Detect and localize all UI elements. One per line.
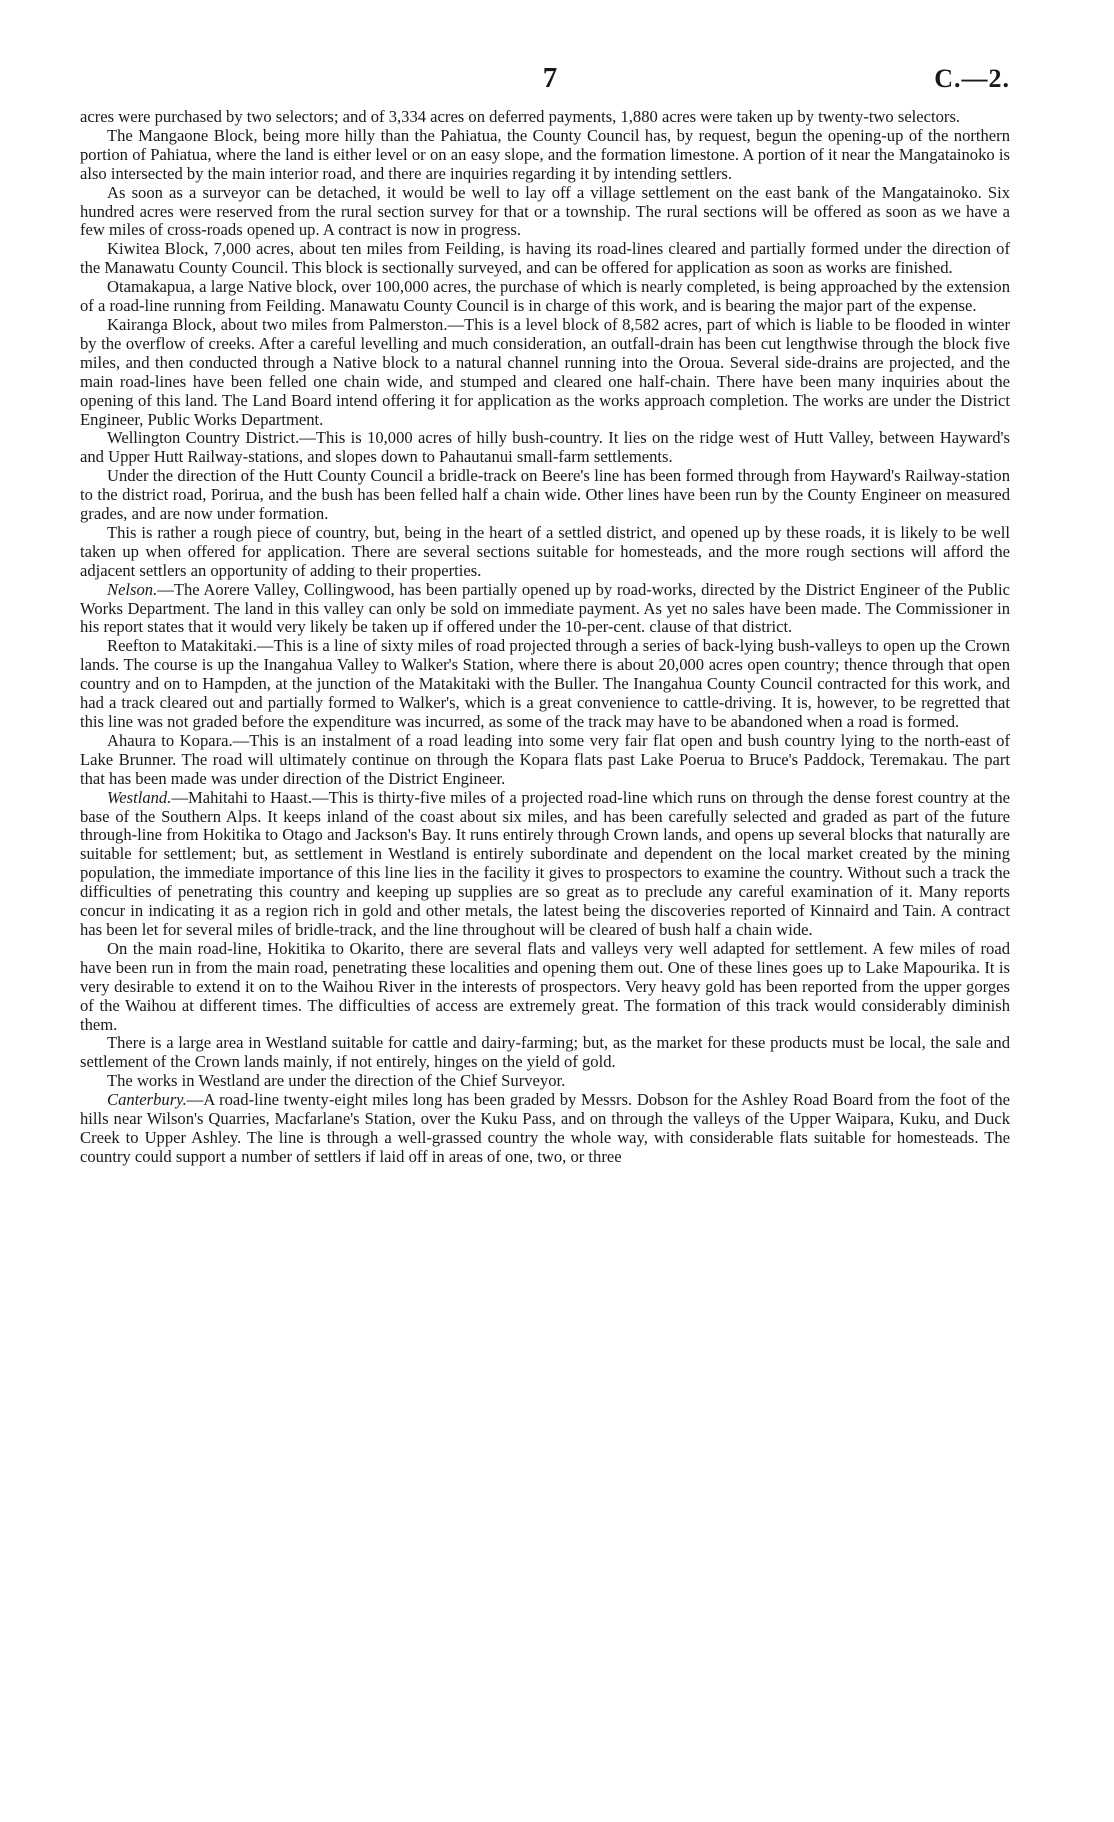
paragraph: The works in Westland are under the direction of the Chief Surveyor. bbox=[107, 1071, 566, 1091]
paragraph: On the main road-line, Hokitika to Okarito, there are several flats and valleys very well adapted for settlement. A few miles of road have been run in from the main road, penetrating these localities and opening them out. One of these lines goes up to Lake Mapourika. It is very desirable to extend it on to the Waihou River in the interests of prospectors. Very heavy gold has been reported from the upper gorges of the Waihou at different times. The difficulties of access are extremely great. The formation of this track would considerably diminish them. bbox=[80, 938, 1010, 1034]
body-text bbox=[80, 108, 1010, 1167]
paragraph: As soon as a surveyor can be detached, it would be well to lay off a village settlement on the east bank of the Mangatainoko. Six hundred acres were reserved from the rural section survey for that or a township. The rural sections will be offered as soon as we have a few miles of cross-roads opened up. A contract is now in progress. bbox=[80, 182, 1010, 240]
paragraph: Under the direction of the Hutt County Council a bridle-track on Beere's line has been formed through from Hayward's Railway-station to the district road, Porirua, and the bush has been felled half a chain wide. Other lines have been run by the County Engineer on measured grades, and are now under formation. bbox=[80, 466, 1010, 524]
paragraph: Kairanga Block, about two miles from Palmerston.—This is a level block of 8,582 acres, part of which is liable to be flooded in winter by the overflow of creeks. After a careful levelling and much consideration, an outfall-drain has been cut lengthwise through the block five miles, and then conducted through a Native block to a natural channel running into the Oroua. Several side-drains are projected, and the main road-lines have been felled one chain wide, and stumped and cleared one half-chain. There have been many inquiries about the opening of this land. The Land Board intend offering it for application as the works approach completion. The works are under the District Engineer, Public Works Department. bbox=[80, 314, 1010, 429]
section-lead: Nelson. bbox=[107, 579, 158, 599]
paragraph: Westland.—Mahitahi to Haast.—This is thirty-five miles of a projected road-line which runs on through the dense forest country at the base of the Southern Alps. It keeps inland of the coast about six miles, and has been carefully selected and graded as part of the future through-line from Hokitika to Otago and Jackson's Bay. It runs entirely through Crown lands, and opens up several blocks that naturally are suitable for settlement; but, as settlement in Westland is entirely subordinate and dependent on the local market created by the mining population, the immediate importance of this line lies in the facility it gives to prospectors to examine the country. Without such a track the difficulties of penetrating this country and keeping up supplies are so great as to preclude any careful examination of it. Many reports concur in indicating it as a region rich in gold and other metals, the latest being the discoveries reported of Kinnaird and Tain. A contract has been let for several miles of bridle-track, and the line throughout will be cleared of bush half a chain wide. bbox=[80, 787, 1010, 939]
page-number: 7 bbox=[542, 62, 558, 94]
section-lead: Westland. bbox=[107, 787, 172, 807]
page-header bbox=[0, 62, 1114, 102]
paragraph: There is a large area in Westland suitable for cattle and dairy-farming; but, as the market for these products must be local, the sale and settlement of the Crown lands mainly, if not entirely, hinges on the yield of gold. bbox=[80, 1033, 1010, 1072]
section-lead: Canterbury. bbox=[107, 1090, 187, 1110]
paragraph: Canterbury.—A road-line twenty-eight miles long has been graded by Messrs. Dobson for the Ashley Road Board from the foot of the hills near Wilson's Quarries, Macfarlane's Station, over the Kuku Pass, and on through the valleys of the Upper Waipara, Kuku, and Duck Creek to Upper Ashley. The line is through a well-grassed country the whole way, with considerable flats suitable for homesteads. The country could support a number of settlers if laid off in areas of one, two, or three bbox=[80, 1090, 1010, 1166]
paragraph: Reefton to Matakitaki.—This is a line of sixty miles of road projected through a series of back-lying bush-valleys to open up the Crown lands. The course is up the Inangahua Valley to Walker's Station, where there is about 20,000 acres open country; thence through that open country and on to Hampden, at the junction of the Matakitaki with the Buller. The Inangahua County Council contracted for this work, and had a track cleared out and partially formed to Walker's, which is a great convenience to cattle-driving. It is, however, to be regretted that this line was not graded before the expenditure was incurred, as some of the track may have to be abandoned when a road is formed. bbox=[80, 636, 1010, 731]
paragraph: acres were purchased by two selectors; and of 3,334 acres on deferred payments, 1,880 acres were taken up by twenty-two selectors. bbox=[80, 107, 961, 126]
paragraph: Ahaura to Kopara.—This is an instalment of a road leading into some very fair flat open and bush country lying to the north-east of Lake Brunner. The road will ultimately continue on through the Kopara flats past Lake Poerua to Bruce's Paddock, Teremakau. The part that has been made was under direction of the District Engineer. bbox=[80, 730, 1010, 788]
paragraph: Nelson.—The Aorere Valley, Collingwood, has been partially opened up by road-works, directed by the District Engineer of the Public Works Department. The land in this valley can only be sold on immediate payment. As yet no sales have been made. The Commissioner in his report states that it would very likely be taken up if offered under the 10-per-cent. clause of that district. bbox=[80, 579, 1010, 637]
paragraph: Otamakapua, a large Native block, over 100,000 acres, the purchase of which is nearly completed, is being approached by the extension of a road-line running from Feilding. Manawatu County Council is in charge of this work, and is bearing the major part of the expense. bbox=[80, 277, 1010, 316]
paragraph: The Mangaone Block, being more hilly than the Pahiatua, the County Council has, by request, begun the opening-up of the northern portion of Pahiatua, where the land is either level or on an easy slope, and the formation limestone. A portion of it near the Mangatainoko is also intersected by the main interior road, and there are inquiries regarding it by intending settlers. bbox=[80, 125, 1010, 183]
document-reference: C.—2. bbox=[934, 64, 1010, 93]
paragraph: This is rather a rough piece of country, but, being in the heart of a settled district, and opened up by these roads, it is likely to be well taken up when offered for application. There are several sections suitable for homesteads, and the more rough sections will afford the adjacent settlers an opportunity of adding to their properties. bbox=[80, 522, 1010, 580]
paragraph: Wellington Country District.—This is 10,000 acres of hilly bush-country. It lies on the ridge west of Hutt Valley, between Hayward's and Upper Hutt Railway-stations, and slopes down to Pahautanui small-farm settlements. bbox=[80, 428, 1010, 467]
paragraph: Kiwitea Block, 7,000 acres, about ten miles from Feilding, is having its road-lines cleared and partially formed under the direction of the Manawatu County Council. This block is sectionally surveyed, and can be offered for application as soon as works are finished. bbox=[80, 239, 1010, 278]
